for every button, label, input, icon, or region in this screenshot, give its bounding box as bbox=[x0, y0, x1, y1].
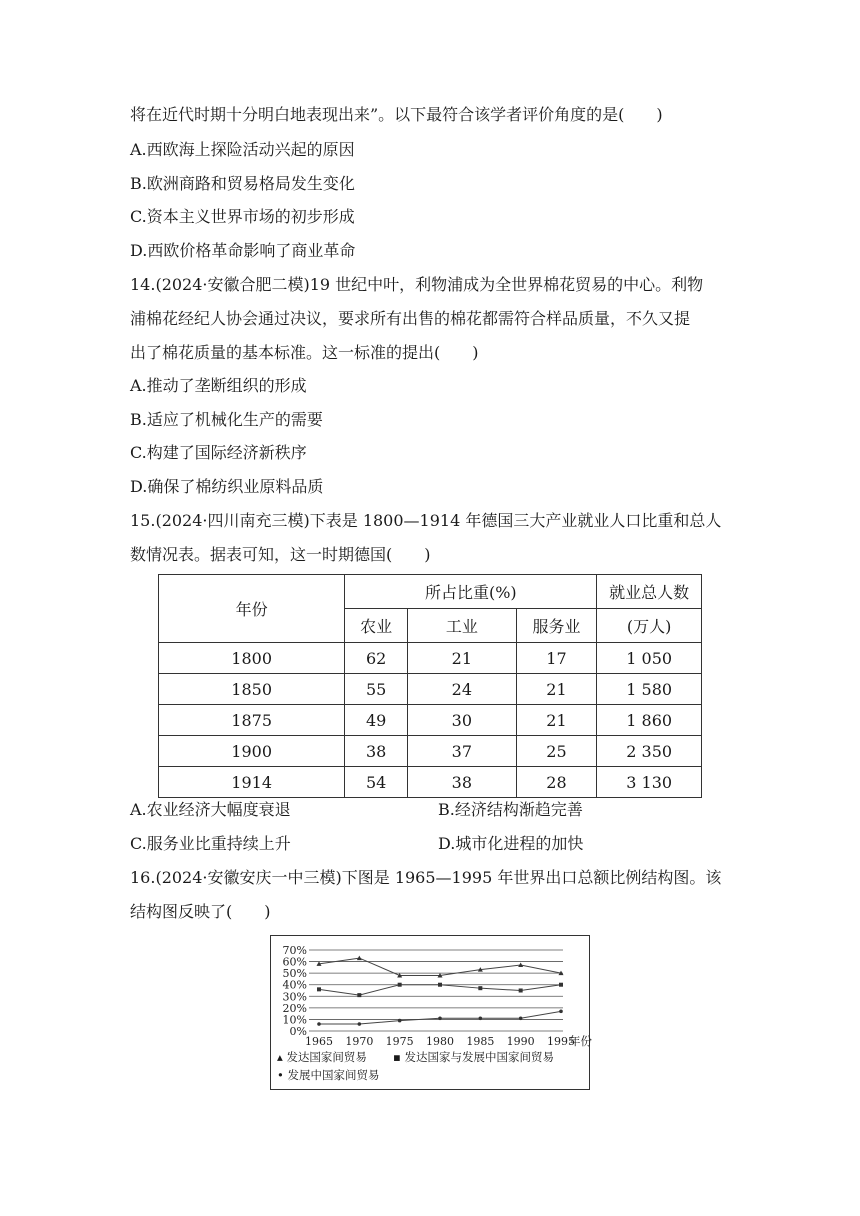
header-share: 所占比重(%) bbox=[345, 575, 597, 609]
cell-total: 2 350 bbox=[597, 736, 702, 767]
y-tick-label: 70% bbox=[282, 944, 307, 957]
q14-stem-line-1: 14.(2024·安徽合肥二模)19 世纪中叶，利物浦成为全世界棉花贸易的中心。利物 bbox=[130, 275, 704, 294]
x-tick-label: 1980 bbox=[426, 1035, 454, 1048]
q13-option-c[interactable]: C.资本主义世界市场的初步形成 bbox=[130, 207, 355, 226]
q16-stem-line-2: 结构图反映了( ) bbox=[130, 902, 271, 921]
cell-year: 1914 bbox=[159, 767, 345, 798]
table-row bbox=[159, 705, 702, 736]
data-point bbox=[357, 993, 361, 997]
y-tick-label: 0% bbox=[289, 1025, 307, 1038]
legend-label: 发展中国家间贸易 bbox=[287, 1068, 380, 1082]
table-row bbox=[159, 736, 702, 767]
table-row bbox=[159, 674, 702, 705]
header-total-1: 就业总人数 bbox=[597, 575, 702, 609]
q15-stem-line-2: 数情况表。据表可知，这一时期德国( ) bbox=[130, 545, 431, 564]
table-row bbox=[159, 767, 702, 798]
y-tick-label: 30% bbox=[282, 990, 307, 1004]
q13-stem-end: 将在近代时期十分明白地表现出来”。以下最符合该学者评价角度的是( ) bbox=[130, 105, 663, 124]
header-agriculture: 农业 bbox=[345, 609, 408, 643]
q15-option-b[interactable]: B.经济结构渐趋完善 bbox=[438, 800, 583, 819]
square-marker-icon: ▪ bbox=[393, 1050, 401, 1064]
q14-option-d[interactable]: D.确保了棉纺织业原料品质 bbox=[130, 477, 324, 496]
x-tick-label: 1990 bbox=[506, 1035, 535, 1048]
employment-table bbox=[158, 574, 702, 798]
cell-agriculture: 49 bbox=[345, 705, 408, 736]
data-point bbox=[559, 1010, 563, 1014]
y-tick-label: 50% bbox=[282, 967, 307, 981]
header-service: 服务业 bbox=[516, 609, 597, 643]
triangle-marker-icon: ▴ bbox=[277, 1050, 283, 1064]
cell-service: 17 bbox=[516, 643, 597, 674]
cell-total: 3 130 bbox=[597, 767, 702, 798]
cell-year: 1875 bbox=[159, 705, 345, 736]
data-point bbox=[438, 1016, 442, 1020]
data-point bbox=[479, 1016, 483, 1020]
q13-option-d[interactable]: D.西欧价格革命影响了商业革命 bbox=[130, 241, 356, 260]
q14-option-b[interactable]: B.适应了机械化生产的需要 bbox=[130, 410, 323, 429]
legend-label: 发达国家与发展中国家间贸易 bbox=[404, 1050, 554, 1064]
cell-agriculture: 55 bbox=[345, 674, 408, 705]
cell-total: 1 050 bbox=[597, 643, 702, 674]
data-point bbox=[519, 989, 523, 993]
y-tick-label: 60% bbox=[282, 955, 307, 969]
q14-stem-line-3: 出了棉花质量的基本标准。这一标准的提出( ) bbox=[130, 343, 479, 362]
q15-stem-line-1: 15.(2024·四川南充三模)下表是 1800—1914 年德国三大产业就业人口比重和总人 bbox=[130, 511, 722, 530]
x-tick-label: 1995 bbox=[547, 1035, 575, 1048]
cell-service: 21 bbox=[516, 674, 597, 705]
data-point bbox=[398, 983, 402, 987]
cell-year: 1900 bbox=[159, 736, 345, 767]
cell-year: 1800 bbox=[159, 643, 345, 674]
cell-industry: 24 bbox=[408, 674, 517, 705]
header-year: 年份 bbox=[159, 575, 345, 643]
data-point bbox=[438, 983, 442, 987]
cell-agriculture: 54 bbox=[345, 767, 408, 798]
cell-total: 1 860 bbox=[597, 705, 702, 736]
q16-stem-line-1: 16.(2024·安徽安庆一中三模)下图是 1965—1995 年世界出口总额比例结构图。该 bbox=[130, 868, 722, 887]
x-tick-label: 1965 bbox=[305, 1035, 333, 1048]
header-total-2: (万人) bbox=[597, 609, 702, 643]
q14-stem-line-2: 浦棉花经纪人协会通过决议，要求所有出售的棉花都需符合样品质量，不久又提 bbox=[130, 309, 691, 328]
legend-item-developed-developing bbox=[393, 1049, 554, 1065]
cell-industry: 37 bbox=[408, 736, 517, 767]
cell-service: 21 bbox=[516, 705, 597, 736]
table-row bbox=[159, 643, 702, 674]
data-point bbox=[317, 987, 321, 991]
legend-item-developed bbox=[277, 1049, 367, 1065]
data-point bbox=[559, 983, 563, 987]
q14-option-a[interactable]: A.推动了垄断组织的形成 bbox=[130, 376, 307, 395]
data-point bbox=[358, 1022, 362, 1026]
x-axis-label: 年份 bbox=[569, 1034, 592, 1048]
x-tick-label: 1975 bbox=[385, 1035, 414, 1048]
cell-total: 1 580 bbox=[597, 674, 702, 705]
data-point bbox=[478, 986, 482, 990]
y-tick-label: 40% bbox=[282, 978, 307, 992]
data-point bbox=[519, 1016, 523, 1020]
q14-option-c[interactable]: C.构建了国际经济新秩序 bbox=[130, 443, 307, 462]
cell-industry: 38 bbox=[408, 767, 517, 798]
legend-item-developing bbox=[277, 1067, 379, 1083]
cell-industry: 21 bbox=[408, 643, 517, 674]
x-tick-label: 1985 bbox=[466, 1035, 495, 1048]
q13-option-b[interactable]: B.欧洲商路和贸易格局发生变化 bbox=[130, 174, 355, 193]
export-structure-chart bbox=[270, 935, 590, 1090]
y-tick-label: 20% bbox=[282, 1001, 307, 1015]
cell-service: 25 bbox=[516, 736, 597, 767]
legend-label: 发达国家间贸易 bbox=[286, 1050, 367, 1064]
header-industry: 工业 bbox=[408, 609, 517, 643]
x-tick-label: 1970 bbox=[345, 1035, 374, 1048]
q13-option-a[interactable]: A.西欧海上探险活动兴起的原因 bbox=[130, 140, 355, 159]
q15-option-a[interactable]: A.农业经济大幅度衰退 bbox=[130, 800, 291, 819]
dot-marker-icon: • bbox=[277, 1068, 284, 1082]
data-point bbox=[398, 1019, 402, 1023]
cell-year: 1850 bbox=[159, 674, 345, 705]
q15-option-d[interactable]: D.城市化进程的加快 bbox=[438, 834, 584, 853]
cell-industry: 30 bbox=[408, 705, 517, 736]
q15-option-c[interactable]: C.服务业比重持续上升 bbox=[130, 834, 291, 853]
cell-agriculture: 38 bbox=[345, 736, 408, 767]
y-tick-label: 10% bbox=[282, 1013, 307, 1027]
data-point bbox=[317, 1022, 321, 1026]
cell-service: 28 bbox=[516, 767, 597, 798]
cell-agriculture: 62 bbox=[345, 643, 408, 674]
